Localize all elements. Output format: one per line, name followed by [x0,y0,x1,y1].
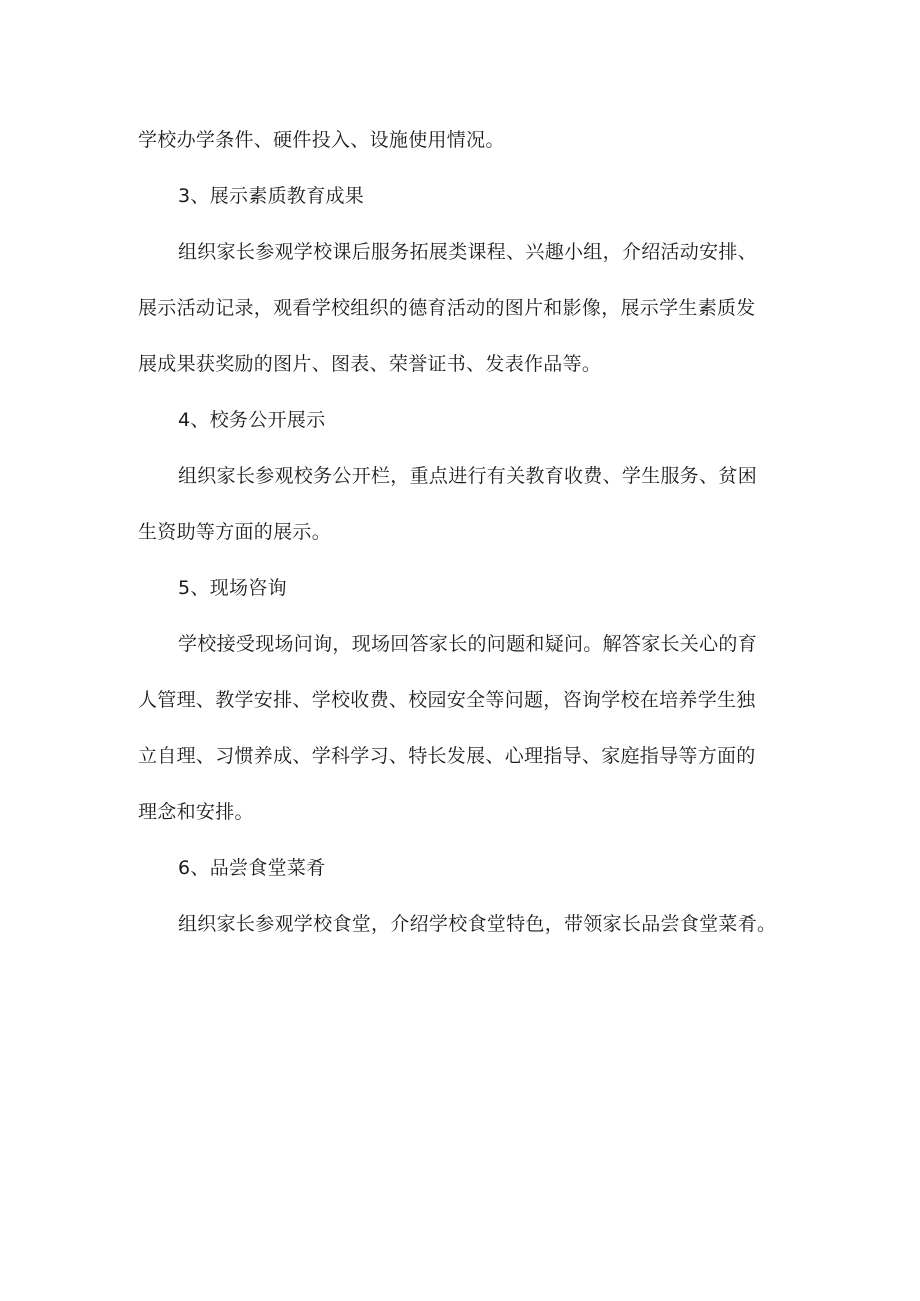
paragraph-line: 立自理、习惯养成、学科学习、特长发展、心理指导、家庭指导等方面的 [138,745,756,767]
paragraph-line: 生资助等方面的展示。 [138,521,332,543]
paragraph-line: 人管理、教学安排、学校收费、校园安全等问题，咨询学校在培养学生独 [138,689,756,711]
section-heading-5: 5、现场咨询 [178,577,287,599]
paragraph-line: 展示活动记录，观看学校组织的德育活动的图片和影像，展示学生素质发 [138,297,756,319]
paragraph-line: 组织家长参观校务公开栏，重点进行有关教育收费、学生服务、贫困 [178,465,758,487]
paragraph-line: 组织家长参观学校课后服务拓展类课程、兴趣小组，介绍活动安排、 [178,241,758,263]
paragraph-line: 理念和安排。 [138,801,254,823]
paragraph-line: 组织家长参观学校食堂，介绍学校食堂特色，带领家长品尝食堂菜肴。 [178,913,777,935]
section-heading-6: 6、品尝食堂菜肴 [178,857,326,879]
paragraph-line: 学校接受现场问询，现场回答家长的问题和疑问。解答家长关心的育 [178,633,758,655]
paragraph-line: 学校办学条件、硬件投入、设施使用情况。 [138,129,505,151]
section-heading-4: 4、校务公开展示 [178,409,326,431]
section-heading-3: 3、展示素质教育成果 [178,185,365,207]
document-body [138,126,798,939]
paragraph-line: 展成果获奖励的图片、图表、荣誉证书、发表作品等。 [138,353,602,375]
